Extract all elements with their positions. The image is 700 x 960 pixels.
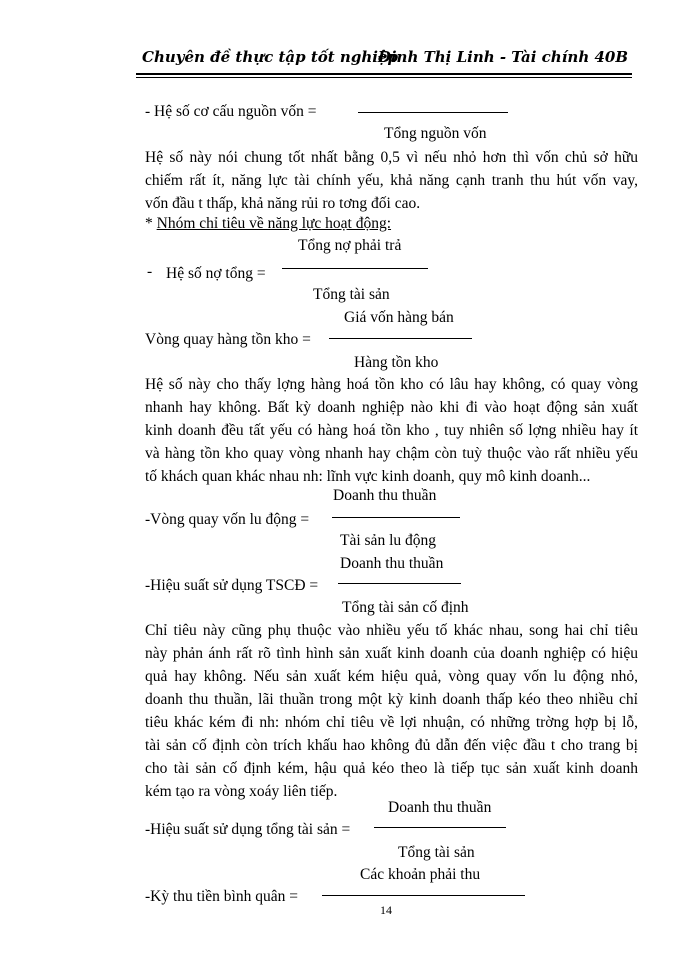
fraction-bar (322, 895, 525, 896)
paragraph-line: kinh doanh đều tất yếu có hàng hoá tồn kho , tuy nhiên số lợng nhiều hay ít (145, 422, 638, 439)
collection-period-label: -Kỳ thu tiền bình quân = (145, 888, 298, 905)
paragraph-line: Hệ số này nói chung tốt nhất bằng 0,5 vì nếu nhỏ hơn thì vốn chủ sở hữu (145, 149, 638, 166)
paragraph-line: Chỉ tiêu này cũng phụ thuộc vào nhiều yếu tố khác nhau, song hai chỉ tiêu (145, 622, 638, 639)
working-capital-turnover-denominator: Tài sản lu động (340, 532, 436, 549)
total-asset-efficiency-label: -Hiệu suất sử dụng tổng tài sản = (145, 821, 351, 838)
paragraph-line: quả hay không. Nếu sản xuất kém hiệu quả, vòng quay vốn lu động nhỏ, (145, 668, 638, 685)
capital-structure-denominator: Tổng nguồn vốn (384, 125, 487, 142)
paragraph-line: này phản ánh rất rõ tình hình sản xuất kinh doanh của doanh nghiệp có hiệu (145, 645, 638, 662)
fixed-asset-efficiency-numerator: Doanh thu thuần (340, 555, 444, 572)
total-asset-efficiency-denominator: Tổng tài sản (398, 844, 475, 861)
paragraph-line: và hàng tồn kho quay vòng nhanh hay chậm còn tuỳ thuộc vào rất nhiều yếu (145, 445, 638, 462)
debt-ratio-label: Hệ số nợ tổng = (166, 265, 266, 282)
paragraph-line: cho tài sản cố định kém, hậu quả kéo theo là tiếp tục sản xuất kinh doanh (145, 760, 638, 777)
paragraph-line: nhanh hay không. Bất kỳ doanh nghiệp nào khi đi vào hoạt động sản xuất (145, 399, 638, 416)
paragraph-line: tố khách quan khác nhau nh: lĩnh vực kinh doanh, quy mô kinh doanh... (145, 468, 591, 485)
fraction-bar (332, 517, 460, 518)
debt-ratio-numerator: Tổng nợ phải trả (298, 237, 402, 254)
header-rule-thin (136, 77, 632, 78)
fraction-bar (282, 268, 428, 269)
working-capital-turnover-label: -Vòng quay vốn lu động = (145, 511, 310, 528)
paragraph-line: kém tạo ra vòng xoáy liên tiếp. (145, 783, 338, 800)
section-heading (145, 214, 391, 234)
fraction-bar (329, 338, 472, 339)
inventory-turnover-numerator: Giá vốn hàng bán (344, 309, 454, 326)
total-asset-efficiency-numerator: Doanh thu thuần (388, 799, 492, 816)
paragraph-line: doanh thu thuần, lãi thuần trong một kỳ kinh doanh thấp kéo theo nhiều chỉ (145, 691, 638, 708)
paragraph-line: chiếm rất ít, năng lực tài chính yếu, khả năng cạnh tranh thu hút vốn vay, (145, 172, 638, 189)
fraction-bar (338, 583, 461, 584)
page-header (136, 46, 632, 72)
section-bullet: * (145, 215, 153, 232)
fraction-bar (374, 827, 506, 828)
paragraph-line: tiêu khác kém đi nh: nhóm chỉ tiêu về lợi nhuận, có những trờng hợp bị lỗ, (145, 714, 638, 731)
collection-period-numerator: Các khoản phải thu (360, 866, 481, 883)
inventory-turnover-denominator: Hàng tồn kho (354, 354, 439, 371)
list-bullet: - (147, 263, 153, 280)
working-capital-turnover-numerator: Doanh thu thuần (333, 487, 437, 504)
debt-ratio-denominator: Tổng tài sản (313, 286, 390, 303)
header-right: Đinh Thị Linh - Tài chính 40B (377, 48, 628, 66)
fraction-bar (358, 112, 508, 113)
paragraph-line: tài sản cố định còn trích khấu hao không đủ dẫn đến việc đầu t cho trang bị (145, 737, 638, 754)
header-left: Chuyên đề thực tập tốt nghiệp (142, 48, 398, 66)
fixed-asset-efficiency-label: -Hiệu suất sử dụng TSCĐ = (145, 577, 319, 594)
capital-structure-label: - Hệ số cơ cấu nguồn vốn = (145, 103, 317, 120)
paragraph-line: vốn đầu t thấp, khả năng rủi ro tơng đối cao. (145, 195, 421, 212)
page-number: 14 (380, 903, 392, 917)
paragraph-line: Hệ số này cho thấy lợng hàng hoá tồn kho có lâu hay không, có quay vòng (145, 376, 638, 393)
fixed-asset-efficiency-denominator: Tổng tài sản cố định (342, 599, 469, 616)
inventory-turnover-label: Vòng quay hàng tồn kho = (145, 331, 311, 348)
header-rule-thick (136, 73, 632, 75)
section-heading-text: Nhóm chỉ tiêu về năng lực hoạt động: (156, 215, 392, 232)
